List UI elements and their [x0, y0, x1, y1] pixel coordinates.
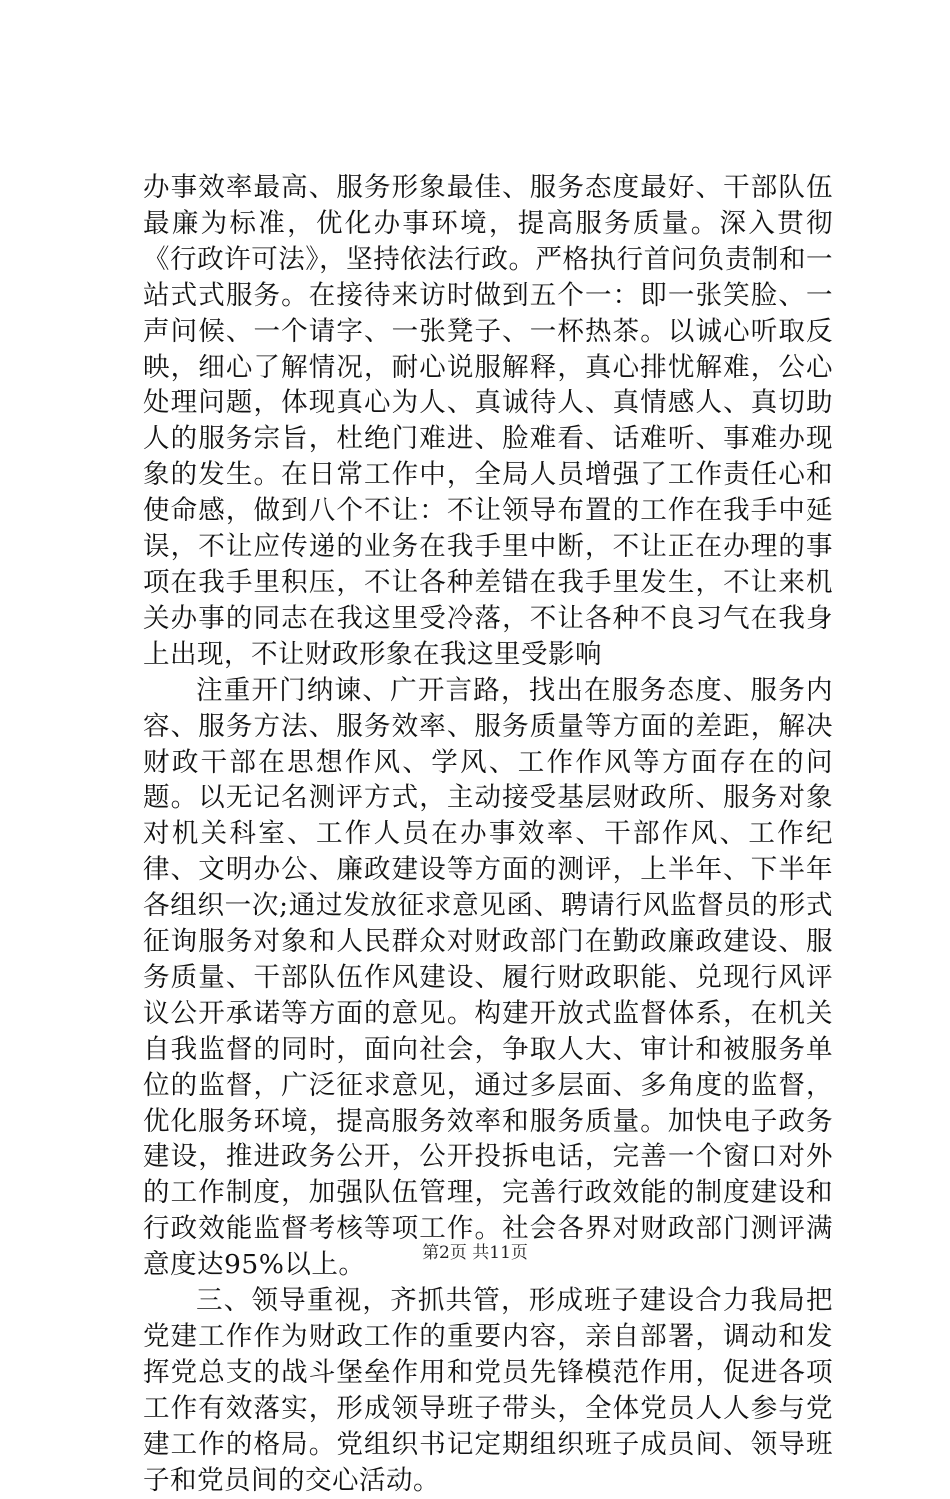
paragraph-open-supervision: 注重开门纳谏、广开言路，找出在服务态度、服务内容、服务方法、服务效率、服务质量等方面的差距，解决财政干部在思想作风、学风、工作作风等方面存在的问题。以无记名测评方式，主动接受基层财政所、服务对象对机关科室、工作人员在办事效率、干部作风、工作纪律、文明办公、廉政建设等方面的测评，上半年、下半年各组织一次;通过发放征求意见函、聘请行风监督员的形式征询服务对象和人民群众对财政部门在勤政廉政建设、服务质量、干部队伍作风建设、履行财政职能、兑现行风评议公开承诺等方面的意见。构建开放式监督体系，在机关自我监督的同时，面向社会，争取人大、审计和被服务单位的监督，广泛征求意见，通过多层面、多角度的监督，优化服务环境，提高服务效率和服务质量。加快电子政务建设，推进政务公开，公开投拆电话，完善一个窗口对外的工作制度，加强队伍管理，完善行政效能的制度建设和行政效能监督考核等项工作。社会各界对财政部门测评满意度达95%以上。 [143, 674, 833, 1281]
document-body [143, 170, 833, 1499]
paragraph-service-standards: 办事效率最高、服务形象最佳、服务态度最好、干部队伍最廉为标准，优化办事环境，提高服务质量。深入贯彻《行政许可法》，坚持依法行政。严格执行首问负责制和一站式式服务。在接待来访时做到五个一：即一张笑脸、一声问候、一个请字、一张凳子、一杯热茶。以诚心听取反映，细心了解情况，耐心说服解释，真心排忧解难，公心处理问题，体现真心为人、真诚待人、真情感人、真切助人的服务宗旨，杜绝门难进、脸难看、话难听、事难办现象的发生。在日常工作中，全局人员增强了工作责任心和使命感，做到八个不让：不让领导布置的工作在我手中延误，不让应传递的业务在我手里中断，不让正在办理的事项在我手里积压，不让各种差错在我手里发生，不让来机关办事的同志在我这里受冷落，不让各种不良习气在我身上出现，不让财政形象在我这里受影响 [143, 172, 833, 670]
paragraph-leadership-party-building: 三、领导重视，齐抓共管，形成班子建设合力我局把党建工作作为财政工作的重要内容，亲自部署，调动和发挥党总支的战斗堡垒作用和党员先锋模范作用，促进各项工作有效落实，形成领导班子带头，全体党员人人参与党建工作的格局。党组织书记定期组织班子成员间、领导班子和党员间的交心活动。 [143, 1285, 833, 1496]
page-number-footer: 第2页 共11页 [422, 1243, 528, 1263]
